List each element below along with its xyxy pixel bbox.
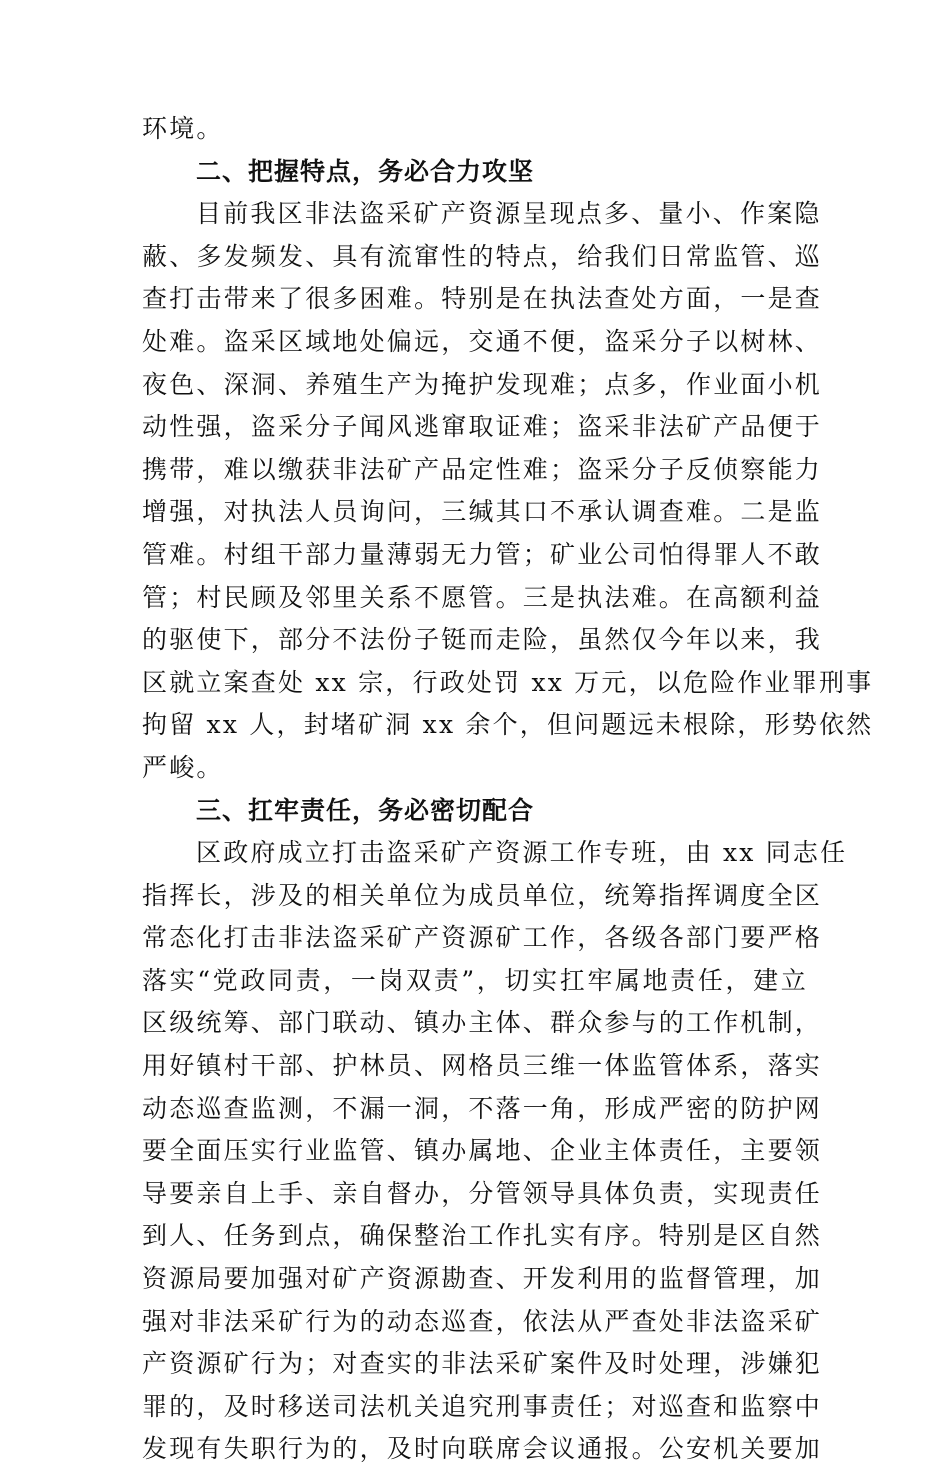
paragraph-line: 罪的，及时移送司法机关追究刑事责任；对巡查和监察中 (142, 1391, 823, 1421)
section-heading: 三、扛牢责任，务必密切配合 (196, 795, 535, 825)
paragraph-line: 严峻。 (142, 752, 224, 782)
paragraph-line: 携带，难以缴获非法矿产品定性难；盗采分子反侦察能力 (142, 454, 823, 484)
paragraph-line: 查打击带来了很多困难。特别是在执法查处方面，一是查 (142, 284, 823, 314)
paragraph-line: 动态巡查监测，不漏一洞，不落一角，形成严密的防护网 (142, 1093, 823, 1123)
paragraph-line: 管难。村组干部力量薄弱无力管；矿业公司怕得罪人不敢 (142, 539, 823, 569)
paragraph-line: 区政府成立打击盗采矿产资源工作专班，由 xx 同志任 (196, 838, 848, 868)
paragraph-line: 产资源矿行为；对查实的非法采矿案件及时处理，涉嫌犯 (142, 1349, 823, 1379)
paragraph-line: 发现有失职行为的，及时向联席会议通报。公安机关要加 (142, 1434, 823, 1464)
paragraph-line: 目前我区非法盗采矿产资源呈现点多、量小、作案隐 (196, 199, 822, 229)
paragraph-line: 拘留 xx 人，封堵矿洞 xx 余个，但问题远未根除，形势依然 (142, 710, 874, 740)
paragraph-line: 到人、任务到点，确保整治工作扎实有序。特别是区自然 (142, 1221, 823, 1251)
paragraph-line: 资源局要加强对矿产资源勘查、开发利用的监督管理，加 (142, 1264, 823, 1294)
paragraph-line: 用好镇村干部、护林员、网格员三维一体监管体系，落实 (142, 1051, 823, 1081)
paragraph-line: 蔽、多发频发、具有流窜性的特点，给我们日常监管、巡 (142, 241, 823, 271)
paragraph-line: 环境。 (142, 114, 224, 143)
paragraph-line: 常态化打击非法盗采矿产资源矿工作，各级各部门要严格 (142, 923, 823, 953)
paragraph-line: 导要亲自上手、亲自督办，分管领导具体负责，实现责任 (142, 1178, 823, 1208)
paragraph-line: 处难。盗采区域地处偏远，交通不便，盗采分子以树林、 (142, 326, 823, 356)
paragraph-line: 要全面压实行业监管、镇办属地、企业主体责任，主要领 (142, 1136, 823, 1166)
paragraph-line: 区级统筹、部门联动、镇办主体、群众参与的工作机制， (142, 1008, 823, 1038)
paragraph-line: 动性强，盗采分子闻风逃窜取证难；盗采非法矿产品便于 (142, 412, 823, 442)
paragraph-line: 管；村民顾及邻里关系不愿管。三是执法难。在高额利益 (142, 582, 823, 612)
paragraph-line: 增强，对执法人员询问，三缄其口不承认调查难。二是监 (142, 497, 823, 527)
paragraph-line: 夜色、深洞、养殖生产为掩护发现难；点多，作业面小机 (142, 369, 823, 399)
paragraph-line: 指挥长，涉及的相关单位为成员单位，统筹指挥调度全区 (142, 880, 823, 910)
paragraph-line: 区就立案查处 xx 宗，行政处罚 xx 万元，以危险作业罪刑事 (142, 667, 874, 697)
paragraph-line: 强对非法采矿行为的动态巡查，依法从严查处非法盗采矿 (142, 1306, 823, 1336)
paragraph-line: 落实“党政同责，一岗双责”，切实扛牢属地责任，建立 (142, 965, 808, 995)
document-body (142, 108, 874, 1471)
paragraph-line: 的驱使下，部分不法份子铤而走险，虽然仅今年以来，我 (142, 625, 823, 655)
section-heading: 二、把握特点，务必合力攻坚 (196, 156, 535, 186)
